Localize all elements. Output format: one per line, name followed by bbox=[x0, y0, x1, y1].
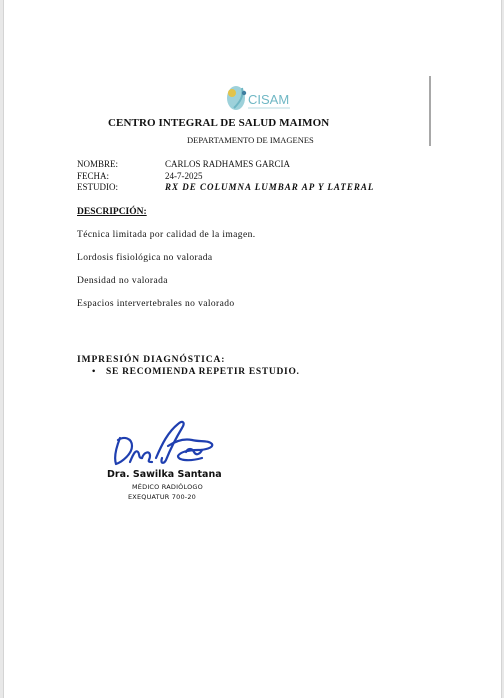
description-title: DESCRIPCIÓN: bbox=[77, 207, 147, 217]
date-value: 24-7-2025 bbox=[165, 171, 203, 181]
department-name: DEPARTAMENTO DE IMAGENES bbox=[187, 135, 314, 145]
description-line: Espacios intervertebrales no valorado bbox=[77, 299, 235, 309]
institution-name: CENTRO INTEGRAL DE SALUD MAIMON bbox=[108, 117, 330, 129]
description-line: Densidad no valorada bbox=[77, 276, 168, 286]
date-label: FECHA: bbox=[77, 171, 110, 181]
document-page bbox=[3, 0, 502, 698]
impression-item-text: SE RECOMIENDA REPETIR ESTUDIO. bbox=[106, 367, 300, 377]
description-line: Lordosis fisiológica no valorada bbox=[77, 253, 213, 263]
logo-text: CISAM bbox=[248, 92, 290, 107]
impression-title: IMPRESIÓN DIAGNÓSTICA: bbox=[77, 355, 226, 365]
study-label: ESTUDIO: bbox=[77, 182, 118, 192]
name-value: CARLOS RADHAMES GARCIA bbox=[165, 159, 291, 169]
margin-marker bbox=[429, 76, 431, 146]
signer-name: Dra. Sawilka Santana bbox=[107, 469, 222, 480]
cisam-logo bbox=[214, 82, 294, 112]
bullet-icon: • bbox=[92, 367, 97, 377]
description-line: Técnica limitada por calidad de la imagen. bbox=[77, 230, 256, 240]
study-value: RX DE COLUMNA LUMBAR AP Y LATERAL bbox=[165, 182, 375, 192]
signer-title: MÉDICO RADIÓLOGO bbox=[132, 483, 203, 491]
name-label: NOMBRE: bbox=[77, 159, 119, 169]
signer-exequatur: EXEQUATUR 700-20 bbox=[128, 493, 197, 501]
handwritten-signature bbox=[108, 418, 220, 470]
impression-item bbox=[92, 367, 300, 377]
